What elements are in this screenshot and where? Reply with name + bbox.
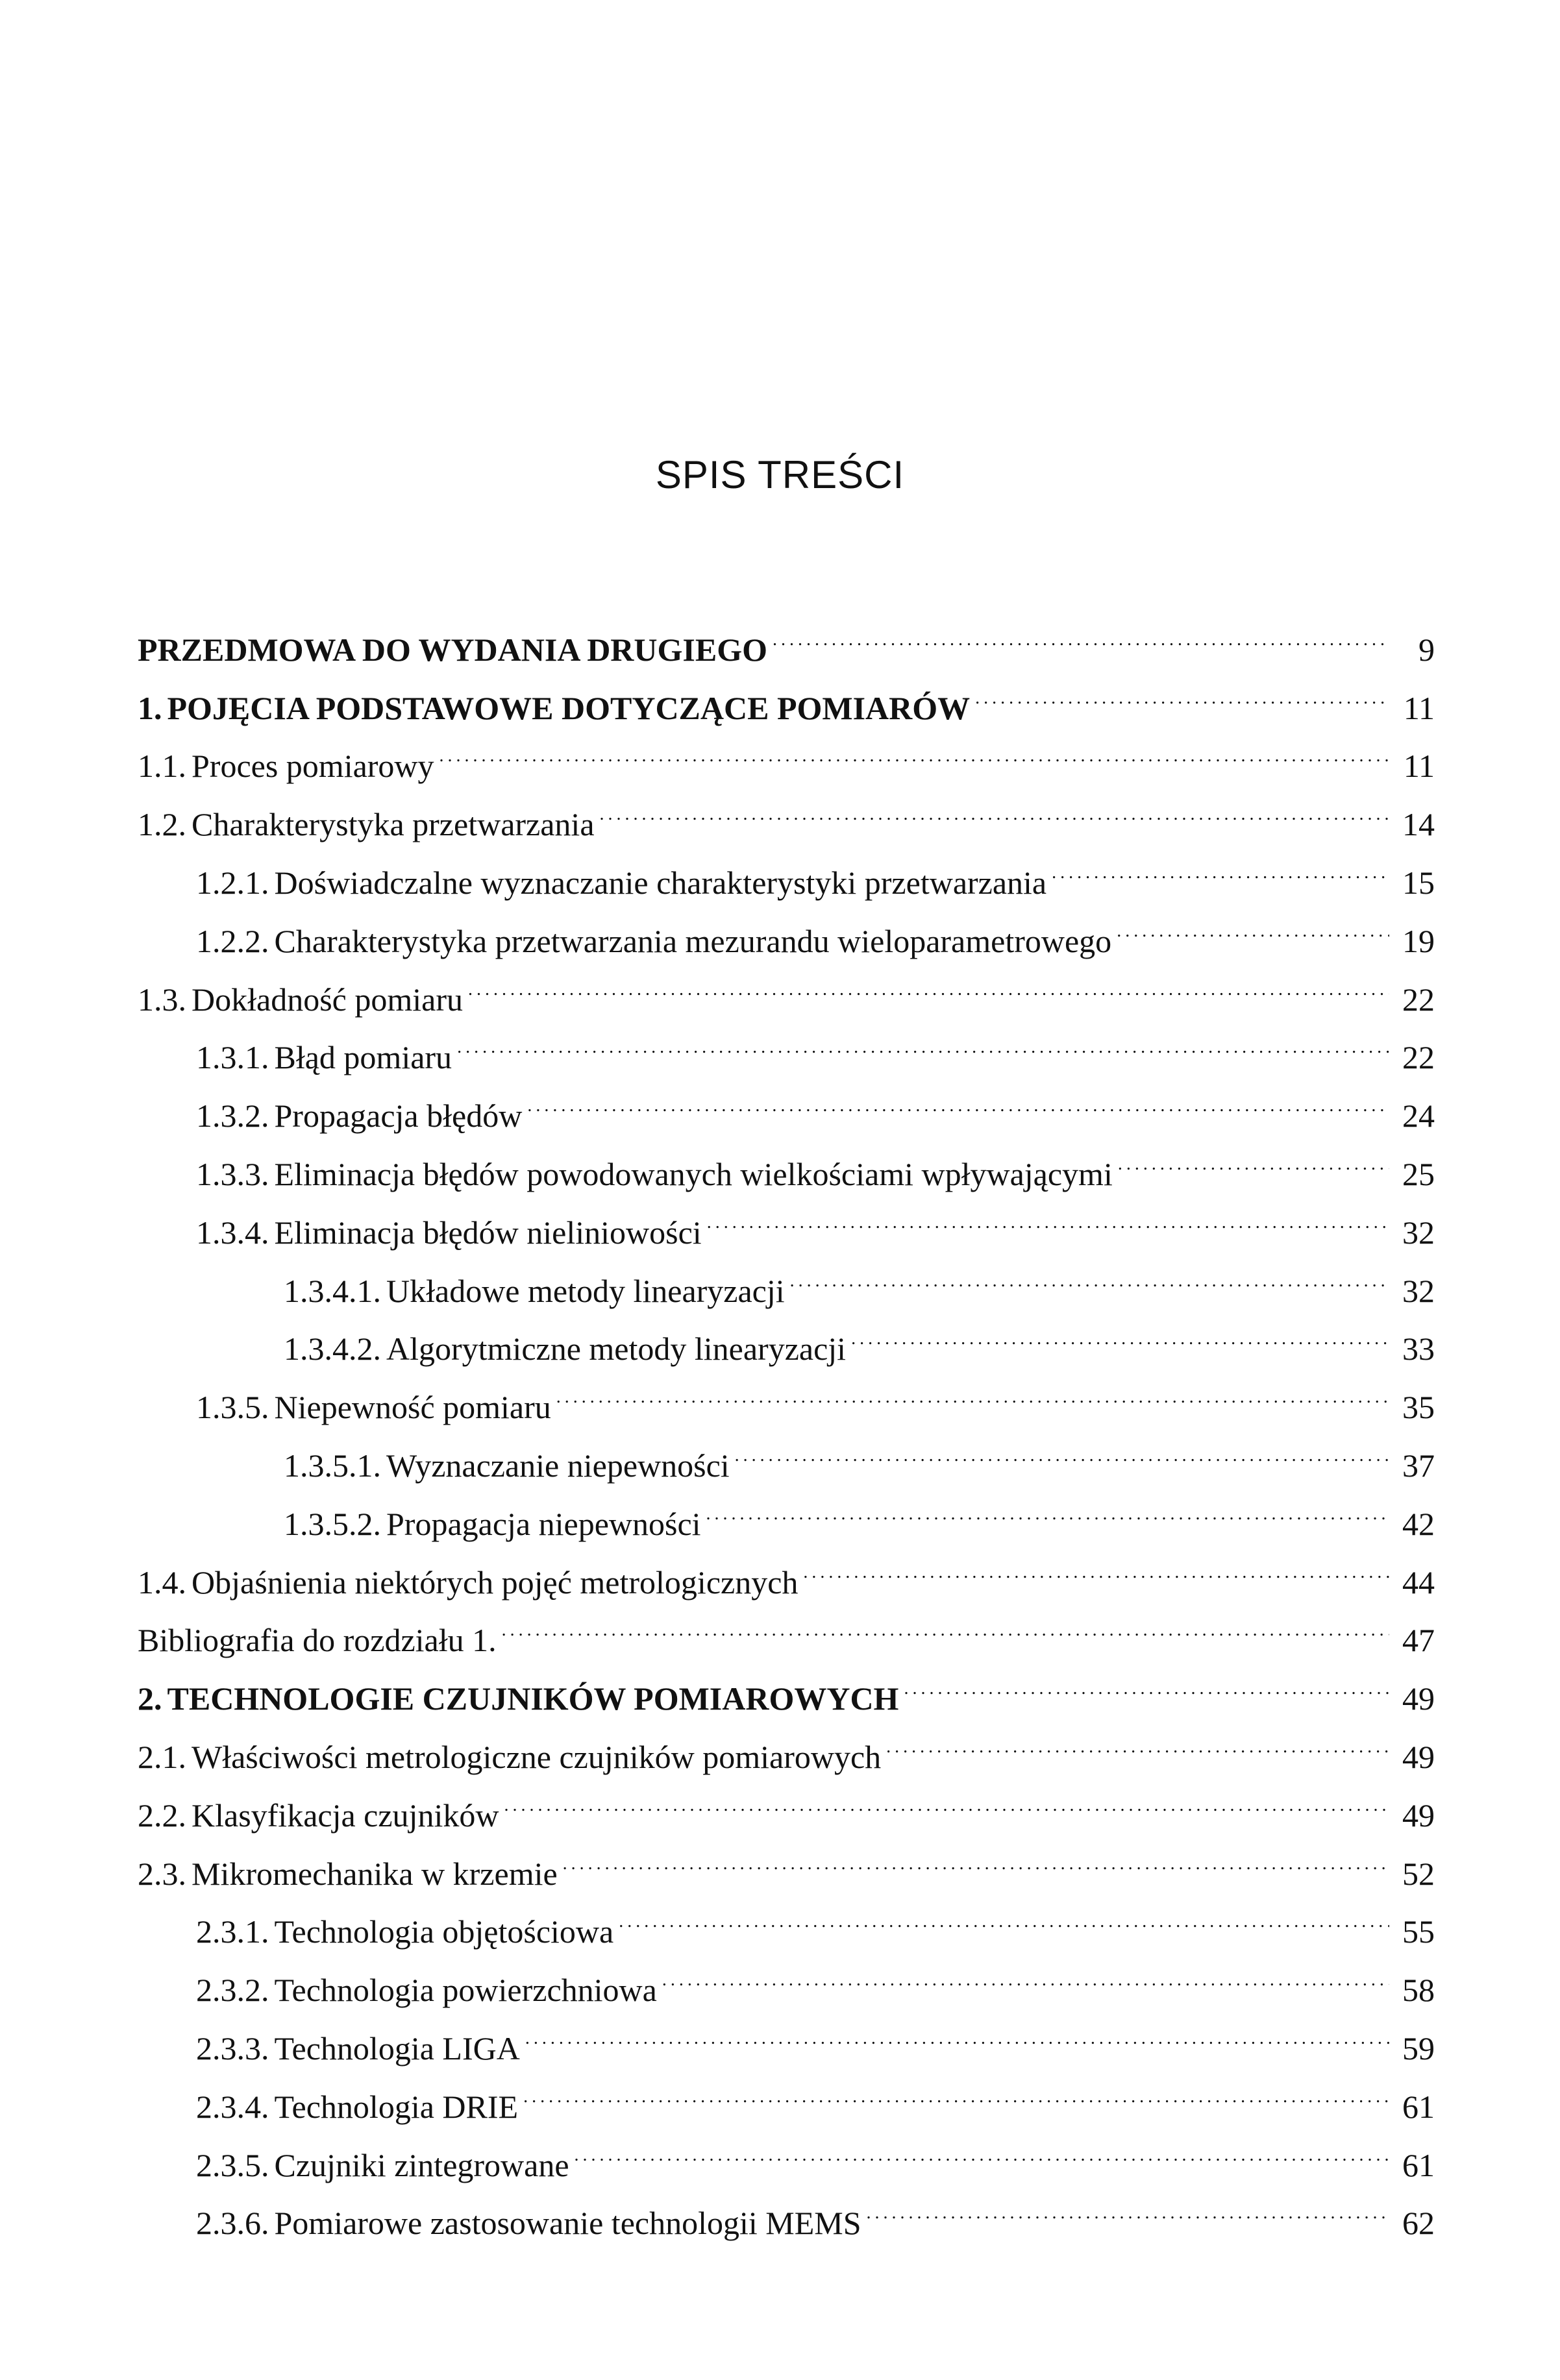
dot-leader [575,2118,1389,2176]
toc-entry-heading [138,621,767,680]
toc-page-number: 14 [1402,806,1435,843]
toc-entry-number: 1.3.5.2. [284,1505,381,1542]
dot-leader [1118,1127,1389,1185]
toc-entry-heading [284,1262,785,1321]
toc-entry-number: 1. [138,689,162,726]
toc-entry-number: 2.3.6. [196,2205,269,2242]
toc-entry-text: PRZEDMOWA DO WYDANIA DRUGIEGO [138,631,767,668]
toc-entry-number: 1.3. [138,981,186,1018]
dot-leader [502,1593,1389,1652]
dot-leader [527,1068,1389,1127]
toc-entry-text: Eliminacja błędów nieliniowości [274,1214,702,1251]
toc-entry-text: Technologia LIGA [274,2030,520,2067]
dot-leader [886,1710,1389,1768]
toc-entry [138,602,1435,668]
toc-entry-heading [138,1612,497,1670]
dot-leader [867,2176,1389,2235]
toc-entry-heading [196,1029,452,1087]
toc-entry-text: Proces pomiarowy [192,748,434,785]
toc-entry-text: Propagacja niepewności [386,1505,701,1542]
toc-entry-heading [196,2078,518,2137]
toc-entry-text: Technologia objętościowa [274,1913,614,1950]
dot-leader [457,1011,1389,1069]
toc-page-number: 11 [1403,748,1435,785]
toc-page-number: 59 [1402,2030,1435,2067]
toc-entry-heading [196,1379,551,1437]
toc-page-number: 62 [1402,2205,1435,2242]
toc-page-number: 22 [1402,1039,1435,1076]
toc-entry-heading [138,971,463,1029]
dot-leader [904,1651,1389,1710]
dot-leader [504,1768,1389,1826]
toc-entry-number: 1.3.4. [196,1214,269,1251]
toc-entry-number: 2.1. [138,1738,186,1775]
toc-entry-heading [138,1845,558,1904]
toc-entry-heading [284,1495,701,1554]
toc-page-number: 44 [1402,1564,1435,1601]
dot-leader [619,1885,1389,1943]
dot-leader [1052,835,1389,894]
toc-page-number: 15 [1402,864,1435,901]
toc-entry-heading [138,1787,499,1845]
toc-entry-heading [196,1204,702,1262]
toc-page-number: 52 [1402,1855,1435,1892]
table-of-contents [138,602,1435,2242]
dot-leader [851,1302,1389,1360]
toc-entry-text: Niepewność pomiaru [274,1389,551,1426]
toc-entry-number: 1.3.2. [196,1098,269,1135]
toc-entry-heading [196,854,1046,913]
toc-entry-text: Algorytmiczne metody linearyzacji [386,1331,847,1368]
toc-entry-text: Dokładność pomiaru [192,981,463,1018]
toc-page-number: 61 [1402,2146,1435,2183]
toc-entry-text: Wyznaczanie niepewności [386,1447,730,1484]
toc-entry-text: Technologia powierzchniowa [274,1972,657,2009]
toc-page-number: 33 [1402,1331,1435,1368]
toc-entry-text: Propagacja błędów [274,1098,523,1135]
toc-entry-number: 1.3.1. [196,1039,269,1076]
toc-page-number: 37 [1402,1447,1435,1484]
dot-leader [523,2059,1389,2118]
dot-leader [735,1418,1389,1477]
dot-leader [773,602,1389,661]
toc-page-number: 19 [1402,922,1435,959]
toc-entry-text: Błąd pomiaru [274,1039,452,1076]
toc-entry-text: Mikromechanika w krzemie [192,1855,558,1892]
dot-leader [790,1244,1389,1302]
toc-entry-heading [138,737,434,796]
toc-page-number: 9 [1418,631,1435,668]
dot-leader [563,1826,1389,1885]
toc-entry-text: POJĘCIA PODSTAWOWE DOTYCZĄCE POMIARÓW [167,689,971,726]
dot-leader [975,661,1389,719]
toc-entry-number: 1.1. [138,748,186,785]
dot-leader [707,1185,1389,1244]
toc-entry-text: Charakterystyka przetwarzania [192,806,595,843]
dot-leader [706,1477,1389,1535]
toc-entry-heading [196,1087,522,1146]
dot-leader [803,1535,1389,1593]
toc-entry-number: 2.2. [138,1797,186,1834]
toc-entry-heading [138,1670,898,1728]
toc-entry-text: Doświadczalne wyznaczanie charakterystyki przetwarzania [274,864,1047,901]
toc-entry-heading [284,1437,730,1495]
toc-entry-number: 1.2.2. [196,922,269,959]
toc-page-number: 35 [1402,1389,1435,1426]
toc-page-number: 32 [1402,1272,1435,1309]
toc-page-number: 22 [1402,981,1435,1018]
toc-page-number: 24 [1402,1098,1435,1135]
toc-entry-number: 1.2. [138,806,186,843]
toc-entry-number: 2. [138,1680,162,1717]
toc-entry-number: 1.3.3. [196,1155,269,1192]
toc-page-number: 49 [1402,1738,1435,1775]
dot-leader [1117,894,1389,952]
dot-leader [525,2001,1389,2059]
toc-page-number: 49 [1402,1797,1435,1834]
toc-page-number: 47 [1402,1622,1435,1659]
toc-entry-text: Klasyfikacja czujników [192,1797,499,1834]
toc-entry-text: Charakterystyka przetwarzania mezurandu wieloparametrowego [274,922,1112,959]
toc-entry-text: Właściwości metrologiczne czujników pomiarowych [192,1738,882,1775]
dot-leader [440,719,1389,778]
toc-entry-number: 2.3.2. [196,1972,269,2009]
toc-page-number: 49 [1402,1680,1435,1717]
toc-page-number: 11 [1403,689,1435,726]
toc-page-number: 61 [1402,2088,1435,2125]
toc-entry-number: 2.3.4. [196,2088,269,2125]
toc-entry-heading [138,796,595,854]
toc-entry-number: 2.3. [138,1855,186,1892]
toc-entry-text: TECHNOLOGIE CZUJNIKÓW POMIAROWYCH [167,1680,899,1717]
toc-page-number: 32 [1402,1214,1435,1251]
toc-entry-text: Układowe metody linearyzacji [386,1272,785,1309]
toc-entry-heading [196,1903,613,1961]
toc-page-number: 58 [1402,1972,1435,2009]
dot-leader [662,1943,1389,2001]
dot-leader [468,952,1389,1011]
toc-entry-number: 1.2.1. [196,864,269,901]
toc-entry-number: 1.4. [138,1564,186,1601]
toc-entry-number: 1.3.5. [196,1389,269,1426]
toc-page-number: 25 [1402,1155,1435,1192]
toc-entry-number: 2.3.5. [196,2146,269,2183]
toc-entry-heading [196,2020,520,2078]
toc-entry-heading [196,2137,569,2195]
toc-entry-text: Pomiarowe zastosowanie technologii MEMS [274,2205,861,2242]
toc-page-number: 42 [1402,1505,1435,1542]
dot-leader [600,777,1389,835]
toc-entry-number: 1.3.5.1. [284,1447,381,1484]
toc-entry-number: 1.3.4.1. [284,1272,381,1309]
toc-entry-text: Eliminacja błędów powodowanych wielkościami wpływającymi [274,1155,1113,1192]
toc-entry-number: 2.3.3. [196,2030,269,2067]
toc-entry-text: Technologia DRIE [274,2088,519,2125]
toc-entry-text: Czujniki zintegrowane [274,2146,569,2183]
dot-leader [556,1360,1389,1418]
toc-entry-number: 1.3.4.2. [284,1331,381,1368]
toc-entry-heading [196,2194,861,2253]
toc-entry-number: 2.3.1. [196,1913,269,1950]
toc-page-number: 55 [1402,1913,1435,1950]
toc-entry-text: Objaśnienia niektórych pojęć metrologicznych [192,1564,799,1601]
page-title: SPIS TREŚCI [655,453,905,497]
toc-entry-text: Bibliografia do rozdziału 1. [138,1622,497,1659]
